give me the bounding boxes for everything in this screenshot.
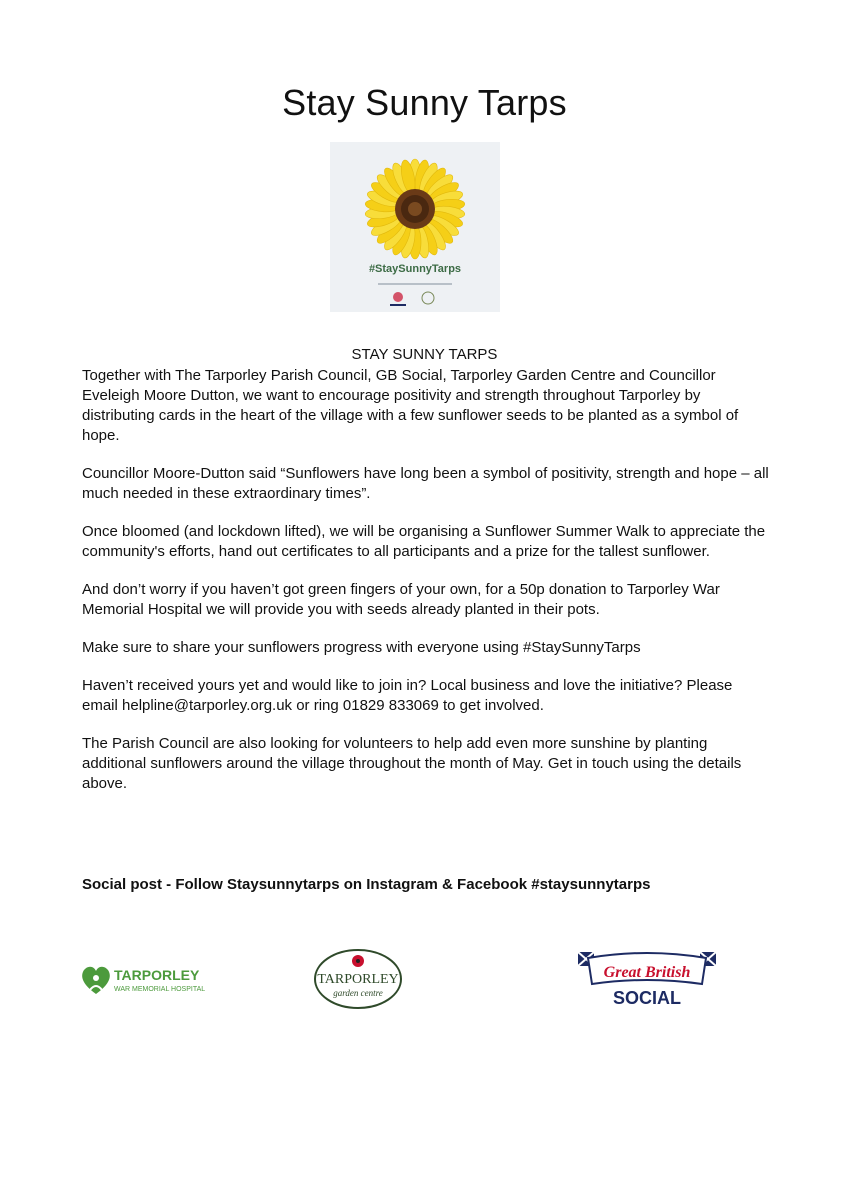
gb-logo-top: Great British [603, 964, 691, 981]
social-post-line: Social post - Follow Staysunnytarps on Instagram & Facebook #staysunnytarps [82, 876, 651, 893]
paragraph: Make sure to share your sunflowers progress with everyone using #StaySunnyTarps [82, 639, 641, 656]
great-british-social-logo [574, 948, 720, 1010]
tarporley-hospital-logo [78, 960, 208, 1004]
paragraph: Once bloomed (and lockdown lifted), we will be organising a Sunflower Summer Walk to appreciate the community's efforts, hand out certificates to all participants and a prize for the tallest sunflower. [82, 523, 766, 560]
hospital-logo-sub: WAR MEMORIAL HOSPITAL [114, 986, 206, 993]
sunflower-image [330, 142, 500, 312]
paragraph: Together with The Tarporley Parish Council, GB Social, Tarporley Garden Centre and Councillor Eveleigh Moore Dutton, we want to encourage positivity and strength throughout Tarporley by distributing cards in the heart of the village with a few sunflower seeds to be planted as a symbol of hope. [82, 367, 739, 444]
paragraph: The Parish Council are also looking for volunteers to help add even more sunshine by planting additional sunflowers around the village throughout the month of May. Get in touch using the details above. [82, 735, 742, 792]
hero-hashtag: #StaySunnyTarps [368, 263, 462, 275]
article-body [82, 366, 772, 812]
garden-logo-name: TARPORLEY [317, 972, 399, 987]
hospital-logo-name: TARPORLEY [114, 967, 200, 983]
paragraph: Haven’t received yours yet and would like to join in? Local business and love the initiative? Please email helpline@tarporley.org.uk or ring 01829 833069 to get involved. [82, 677, 733, 714]
page-title: Stay Sunny Tarps [282, 82, 567, 123]
gb-logo-bottom: SOCIAL [612, 988, 682, 1008]
tarporley-garden-centre-logo [313, 948, 403, 1010]
sunflower-icon [330, 142, 500, 312]
section-heading: STAY SUNNY TARPS [351, 346, 498, 363]
garden-logo-sub: garden centre [333, 988, 383, 998]
paragraph: Councillor Moore-Dutton said “Sunflowers have long been a symbol of positivity, strength and hope – all much needed in these extraordinary times”. [82, 465, 769, 502]
paragraph: And don’t worry if you haven’t got green fingers of your own, for a 50p donation to Tarporley War Memorial Hospital we will provide you with seeds already planted in their pots. [82, 581, 720, 618]
